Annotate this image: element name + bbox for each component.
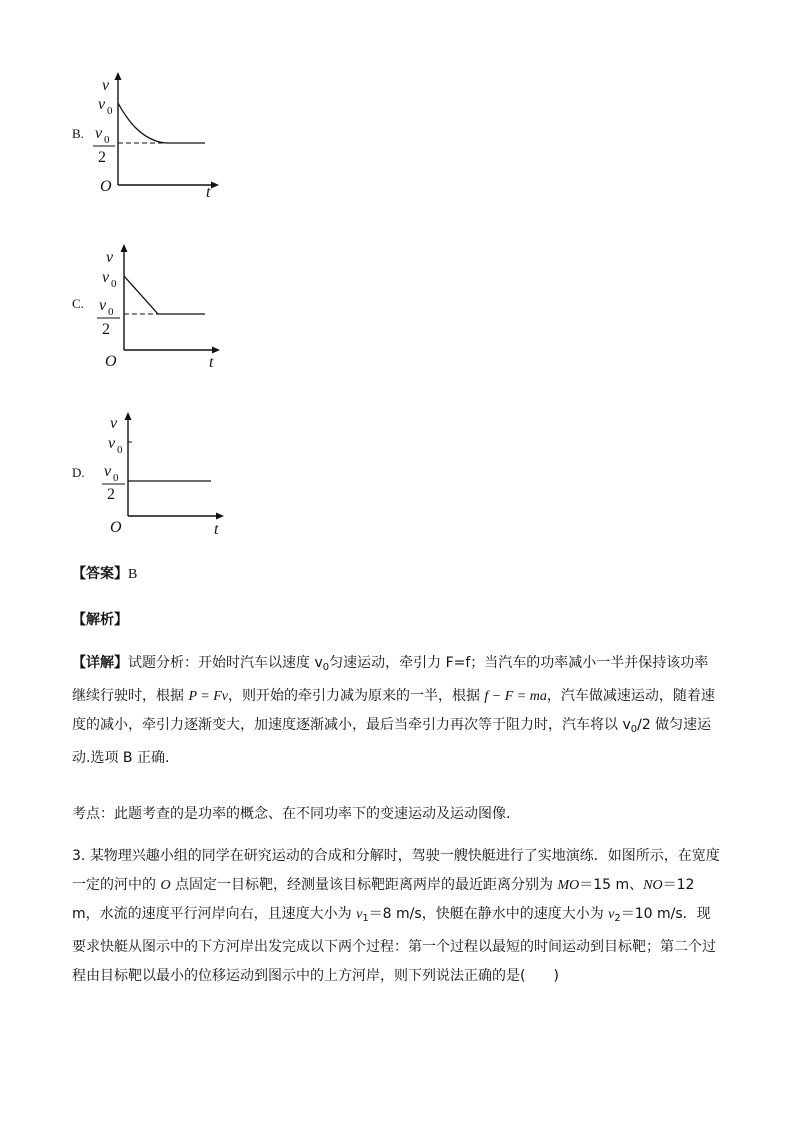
- half-numerator: v: [99, 297, 107, 314]
- question-3: 3. 某物理兴趣小组的同学在研究运动的合成和分解时，驾驶一艘快艇进行了实地演练．如图所示，在宽度一定的河中的 O 点固定一目标靶，经测量该目标靶距离两岸的最近距离分别为 MO＝15 m、NO＝12 m，水流的速度平行河岸向右，且速度大小为 $v_1=8$ m/s，快艇在静水中的速度大小为 $v_2=10$ m/s．现要求快艇从图示中的下方河岸出发完成以下两个过程：第一个过程以最短的时间运动到目标靶；第二个过程由目标靶以最小的位移运动到图示中的上方河岸，则下列说法正确的是( ): [72, 848, 720, 984]
- t-axis-label: t: [206, 184, 211, 201]
- half-denominator: 2: [98, 149, 106, 166]
- origin-label: O: [110, 519, 122, 536]
- v0-subscript: 0: [111, 278, 117, 290]
- t-axis-label: t: [214, 521, 219, 538]
- v0-subscript: 0: [117, 444, 123, 456]
- v0-label: v: [102, 269, 110, 286]
- v-axis-label: v: [106, 249, 114, 266]
- answer-value: B: [128, 567, 138, 582]
- formula-newton: f − F = ma: [484, 689, 547, 704]
- v-axis-label: v: [110, 415, 118, 432]
- question-number: 3.: [72, 848, 86, 864]
- half-subscript: 0: [113, 472, 119, 484]
- analysis-heading: 【解析】: [72, 612, 128, 628]
- velocity-curve: [118, 103, 205, 143]
- kaodian-line: 考点：此题考查的是功率的概念、在不同功率下的变速运动及运动图像.: [72, 806, 511, 822]
- detail-label: 【详解】: [72, 655, 128, 671]
- v0-label: v: [108, 435, 116, 452]
- origin-label: O: [105, 353, 117, 370]
- vt-graph-d: [96, 408, 236, 538]
- vt-graph-b: [90, 70, 230, 200]
- detail-paragraph: 【详解】试题分析：开始时汽车以速度 $v_0$匀速运动，牵引力 F=f；当汽车的功率减小一半并保持该功率继续行驶时，根据 P = Fv，则开始的牵引力减为原来的一半，根据 f − F = ma，汽车做减速运动，随着速度的减小，牵引力逐渐变大，加速度逐渐减小，最后当牵引力再次等于阻力时，汽车将以 $v_0/2$ 做匀速运动.选项 B 正确.: [72, 655, 715, 766]
- answer-label: 【答案】: [72, 566, 128, 582]
- half-subscript: 0: [108, 306, 114, 318]
- half-numerator: v: [95, 125, 103, 142]
- velocity-curve: [124, 276, 205, 314]
- option-label: B.: [72, 126, 84, 141]
- answer-line: [72, 563, 137, 583]
- v-axis-label: v: [102, 77, 110, 94]
- v0-subscript: 0: [107, 105, 113, 117]
- half-numerator: v: [104, 463, 112, 480]
- t-axis-label: t: [209, 354, 214, 371]
- half-denominator: 2: [107, 486, 115, 503]
- option-label: C.: [72, 296, 84, 311]
- vt-graph-c: [90, 240, 230, 370]
- origin-label: O: [100, 178, 112, 195]
- half-subscript: 0: [104, 134, 110, 146]
- option-label: D.: [72, 465, 85, 480]
- formula-power: P = Fv: [188, 689, 228, 704]
- v0-label: v: [98, 96, 106, 113]
- half-denominator: 2: [102, 321, 110, 338]
